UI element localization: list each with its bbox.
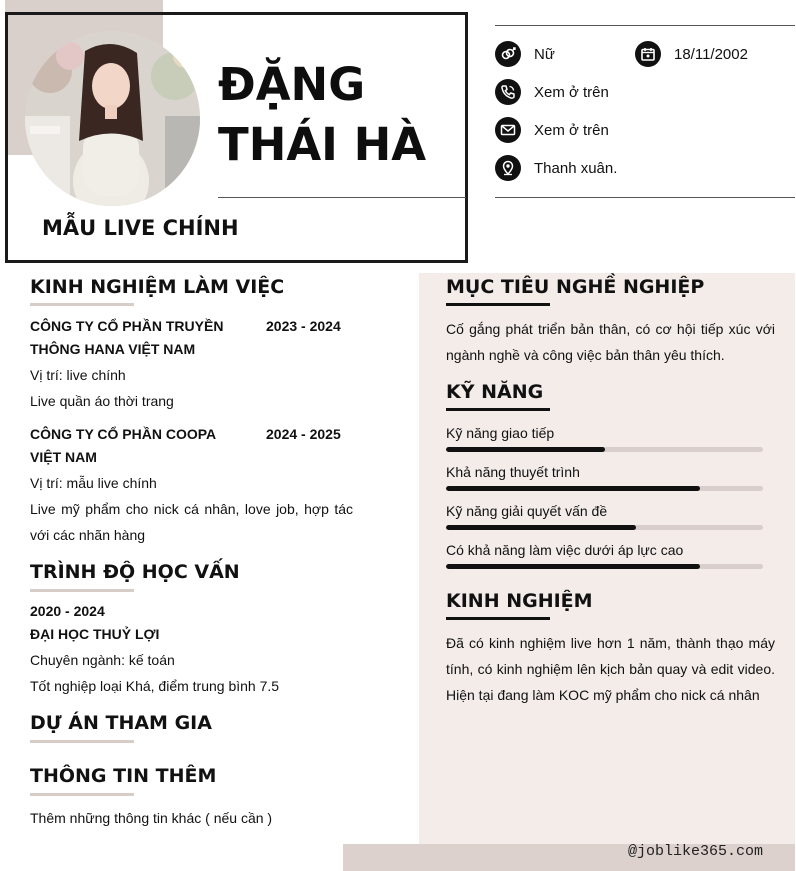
calendar-icon: [635, 41, 661, 67]
education-title: TRÌNH ĐỘ HỌC VẤN: [30, 561, 240, 583]
job-2-company: CÔNG TY CỔ PHẦN COOPA VIỆT NAM: [30, 426, 216, 465]
education-result: Tốt nghiệp loại Khá, điểm trung bình 7.5: [30, 678, 280, 694]
skill-3-label: Kỹ năng giải quyết vấn đề: [446, 503, 608, 519]
objective-text: Cố gắng phát triển bản thân, có cơ hội tiếp xúc với ngành nghề và công việc bản thân yêu thích.: [446, 321, 775, 363]
experience-title: KINH NGHIỆM LÀM VIỆC: [30, 276, 285, 298]
extra-info-text: Thêm những thông tin khác ( nếu cần ): [30, 810, 273, 826]
email-value: Xem ở trên: [534, 121, 609, 139]
projects-title: DỰ ÁN THAM GIA: [30, 712, 212, 734]
job-1-period: 2023 - 2024: [266, 318, 341, 334]
phone-icon: [495, 79, 521, 105]
location-icon: [495, 155, 521, 181]
skill-4-label: Có khả năng làm việc dưới áp lực cao: [446, 542, 684, 558]
candidate-name: [218, 55, 426, 175]
address-value: Thanh xuân.: [534, 159, 618, 177]
birthdate-value: 18/11/2002: [674, 45, 748, 63]
extra-info-title-underline: [30, 793, 134, 796]
name-line-2: THÁI HÀ: [218, 118, 427, 171]
skills-title-underline: [446, 408, 550, 411]
job-1-company: CÔNG TY CỔ PHẦN TRUYỀN THÔNG HANA VIỆT NAM: [30, 318, 224, 357]
phone-value: Xem ở trên: [534, 83, 609, 101]
skill-4-fill: [446, 564, 700, 569]
right-experience-text: Đã có kinh nghiệm live hơn 1 năm, thành thạo máy tính, có kinh nghiệm lên kịch bản quay và edit video. Hiện tại đang làm KOC mỹ phẩm cho nick cá nhân: [446, 635, 775, 703]
extra-info-title: THÔNG TIN THÊM: [30, 765, 217, 787]
profile-photo: [25, 31, 200, 206]
gender-icon: [495, 41, 521, 67]
skill-3-bar: [446, 525, 763, 530]
job-1-description: Live quần áo thời trang: [30, 393, 174, 409]
gender-value: Nữ: [534, 45, 555, 63]
education-title-underline: [30, 589, 134, 592]
skill-1-bar: [446, 447, 763, 452]
experience-title-underline: [30, 303, 134, 306]
job-2-period: 2024 - 2025: [266, 426, 341, 442]
education-major: Chuyên ngành: kế toán: [30, 652, 175, 668]
job-1-position: Vị trí: live chính: [30, 367, 126, 383]
right-experience-title: KINH NGHIỆM: [446, 590, 593, 612]
gender-row: [495, 41, 555, 67]
job-title: MẪU LIVE CHÍNH: [42, 216, 239, 240]
projects-title-underline: [30, 740, 134, 743]
skill-3-fill: [446, 525, 636, 530]
objective-title-underline: [446, 303, 550, 306]
skill-2-fill: [446, 486, 700, 491]
skill-4-bar: [446, 564, 763, 569]
watermark: @joblike365.com: [628, 843, 764, 860]
email-row: [495, 117, 609, 143]
skill-1-fill: [446, 447, 605, 452]
name-line-1: ĐẶNG: [218, 58, 366, 111]
birthdate-row: [635, 41, 748, 67]
name-divider: [218, 197, 466, 198]
objective-title: MỤC TIÊU NGHỀ NGHIỆP: [446, 276, 705, 298]
job-2-description: Live mỹ phẩm cho nick cá nhân, love job, hợp tác với các nhãn hàng: [30, 501, 353, 543]
phone-row: [495, 79, 609, 105]
address-row: [495, 155, 617, 181]
skill-2-label: Khả năng thuyết trình: [446, 464, 580, 480]
right-experience-title-underline: [446, 617, 550, 620]
skill-2-bar: [446, 486, 763, 491]
job-2-position: Vị trí: mẫu live chính: [30, 475, 157, 491]
education-period: 2020 - 2024: [30, 603, 105, 619]
skill-1-label: Kỹ năng giao tiếp: [446, 425, 555, 441]
skills-title: KỸ NĂNG: [446, 381, 544, 403]
email-icon: [495, 117, 521, 143]
education-school: ĐẠI HỌC THUỶ LỢI: [30, 626, 160, 642]
